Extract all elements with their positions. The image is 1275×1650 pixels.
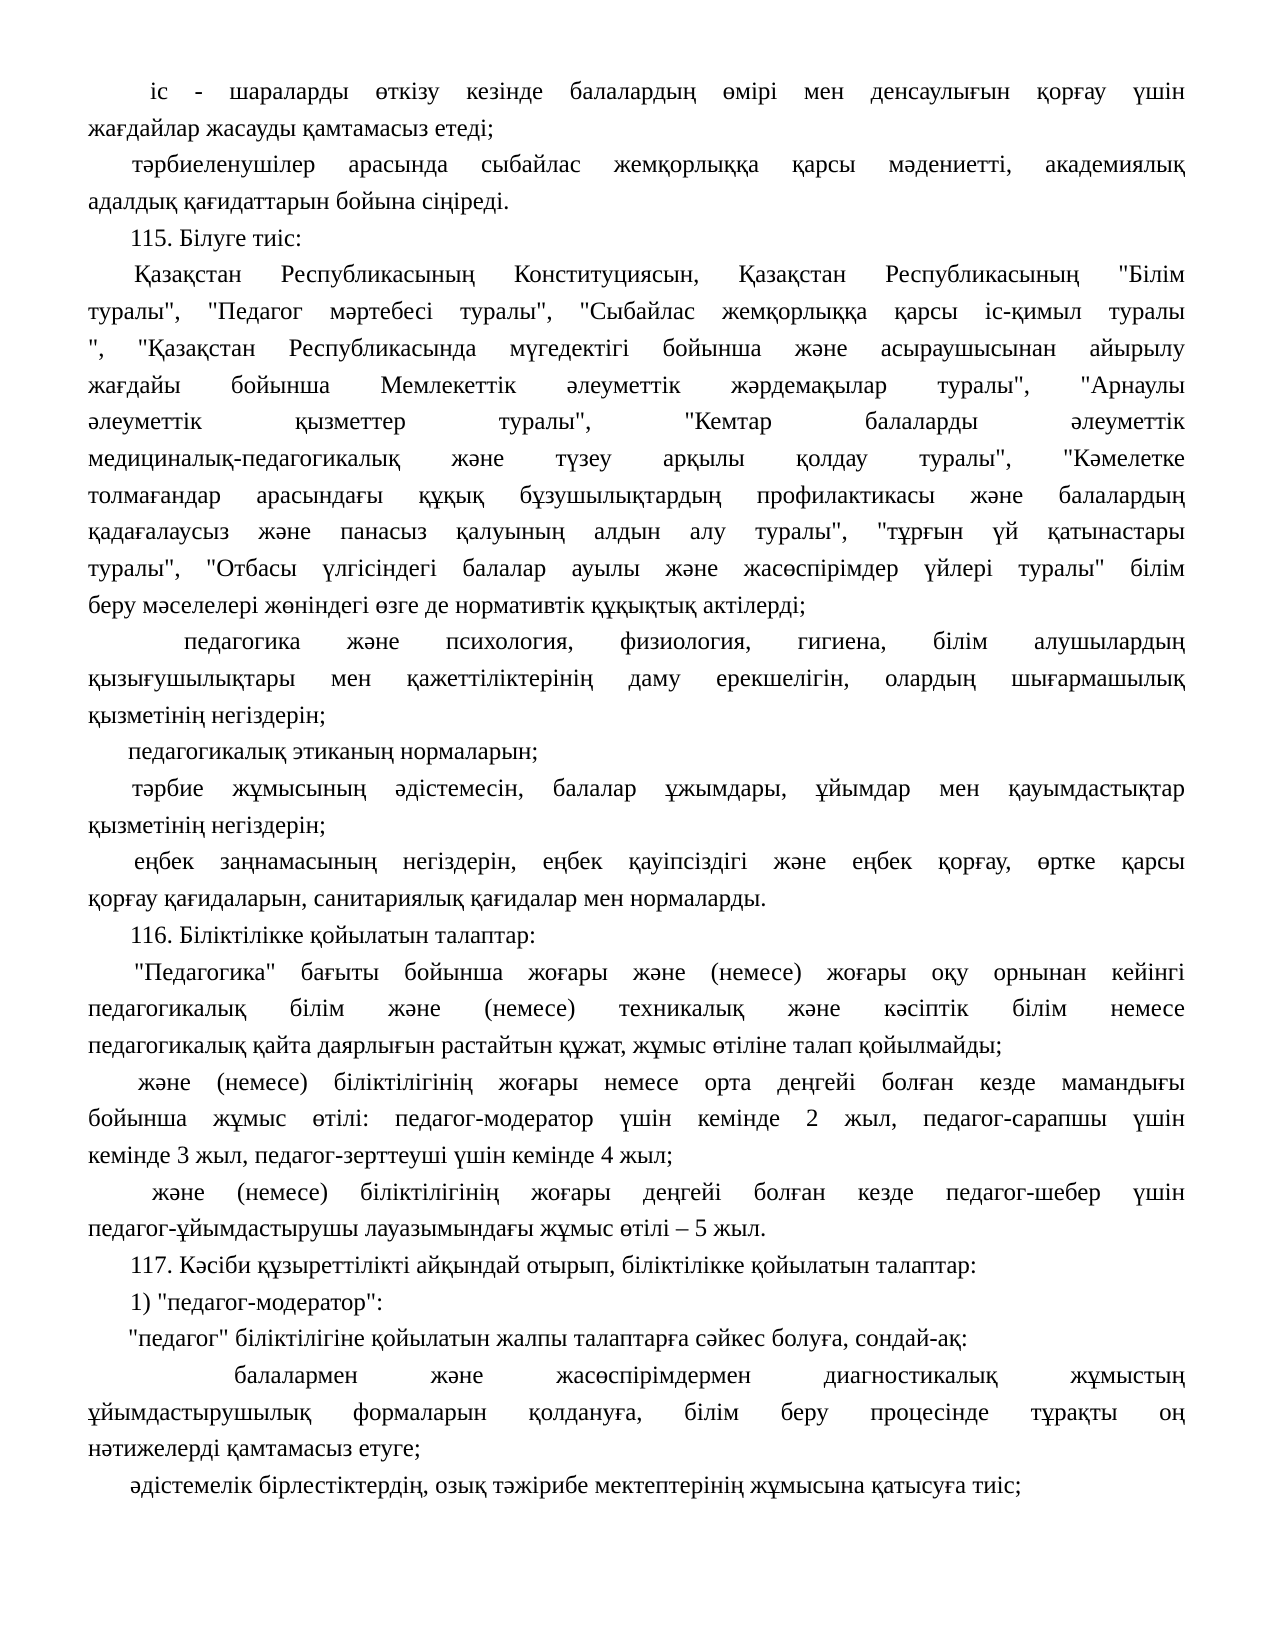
text-line: адалдық қағидаттарын бойына сіңіреді. (88, 188, 510, 216)
text-line: 117. Кәсіби құзыреттілікті айқындай отырып, біліктілікке қойылатын талаптар: (130, 1252, 977, 1279)
text-line: жағдайлар жасауды қамтамасыз етеді; (88, 114, 494, 142)
text-line: 116. Біліктілікке қойылатын талаптар: (130, 921, 536, 949)
text-line: еңбек заңнамасының негіздерін, еңбек қауіпсіздігі және еңбек қорғау, өртке қарсы (134, 848, 1185, 876)
text-line: туралы", "Педагог мәртебесі туралы", "Сыбайлас жемқорлыққа қарсы іс-қимыл туралы (88, 298, 1185, 326)
text-line: нәтижелерді қамтамасыз етуге; (88, 1435, 421, 1463)
text-line: туралы", "Отбасы үлгісіндегі балалар ауылы және жасөспірімдер үйлері туралы" білім (88, 554, 1185, 582)
document-body (88, 74, 1185, 1505)
text-line: 1) "педагог-модератор": (130, 1288, 384, 1316)
text-line: педагогикалық қайта даярлығын растайтын құжат, жұмыс өтіліне талап қойылмайды; (88, 1031, 1003, 1059)
text-line: "Педагогика" бағыты бойынша жоғары және (немесе) жоғары оқу орнынан кейінгі (134, 958, 1185, 986)
text-line: бойынша жұмыс өтілі: педагог-модератор үшін кемінде 2 жыл, педагог-сарапшы үшін (88, 1105, 1185, 1133)
text-line: Қазақстан Республикасының Конституциясын, Қазақстан Республикасының "Білім (134, 261, 1185, 289)
text-line: педагогикалық этиканың нормаларын; (128, 738, 539, 766)
text-line: әлеуметтік қызметтер туралы", "Кемтар балаларды әлеуметтік (88, 408, 1185, 436)
text-line: жағдайы бойынша Мемлекеттік әлеуметтік жәрдемақылар туралы", "Арнаулы (88, 371, 1185, 399)
text-line: медициналық-педагогикалық және түзеу арқылы қолдау туралы", "Кәмелетке (88, 444, 1185, 472)
text-line: ", "Қазақстан Республикасында мүгедектігі бойынша және асыраушысынан айырылу (88, 334, 1185, 362)
text-line: қызығушылықтары мен қажеттіліктерінің даму ерекшелігін, олардың шығармашылық (88, 665, 1185, 692)
text-line: педагог-ұйымдастырушы лауазымындағы жұмыс өтілі – 5 жыл. (88, 1215, 767, 1243)
text-line: "педагог" біліктілігіне қойылатын жалпы талаптарға сәйкес болуға, сондай-ақ: (128, 1325, 968, 1353)
text-line: педагогика және психология, физиология, гигиена, білім алушылардың (184, 628, 1185, 656)
text-line: қорғау қағидаларын, санитариялық қағидалар мен нормаларды. (88, 885, 767, 913)
text-line: беру мәселелері жөніндегі өзге де нормативтік құқықтық актілерді; (88, 591, 806, 619)
text-line: қызметінің негіздерін; (88, 811, 326, 839)
text-line: 115. Білуге тиіс: (130, 224, 302, 252)
text-line: ұйымдастырушылық формаларын қолдануға, білім беру процесінде тұрақты оң (88, 1398, 1185, 1426)
text-line: әдістемелік бірлестіктердің, озық тәжірибе мектептерінің жұмысына қатысуға тиіс; (130, 1472, 1022, 1500)
text-line: кемінде 3 жыл, педагог-зерттеуші үшін кемінде 4 жыл; (88, 1141, 674, 1169)
text-line: қызметінің негіздерін; (88, 701, 326, 729)
text-line: іс - шараларды өткізу кезінде балалардың өмірі мен денсаулығын қорғау үшін (150, 78, 1185, 105)
text-line: қадағалаусыз және панасыз қалуының алдын алу туралы", "тұрғын үй қатынастары (88, 518, 1185, 546)
text-line: педагогикалық білім және (немесе) техникалық және кәсіптік білім немесе (88, 995, 1185, 1023)
text-line: толмағандар арасындағы құқық бұзушылықтардың профилактикасы және балалардың (88, 481, 1185, 509)
text-line: және (немесе) біліктілігінің жоғары немесе орта деңгейі болған кезде мамандығы (138, 1068, 1185, 1096)
text-line: тәрбие жұмысының әдістемесін, балалар ұжымдары, ұйымдар мен қауымдастықтар (132, 775, 1185, 803)
text-line: балалармен және жасөспірімдермен диагностикалық жұмыстың (234, 1362, 1185, 1390)
text-line: тәрбиеленушілер арасында сыбайлас жемқорлыққа қарсы мәдениетті, академиялық (132, 151, 1185, 179)
text-line: және (немесе) біліктілігінің жоғары деңгейі болған кезде педагог-шебер үшін (152, 1178, 1185, 1206)
